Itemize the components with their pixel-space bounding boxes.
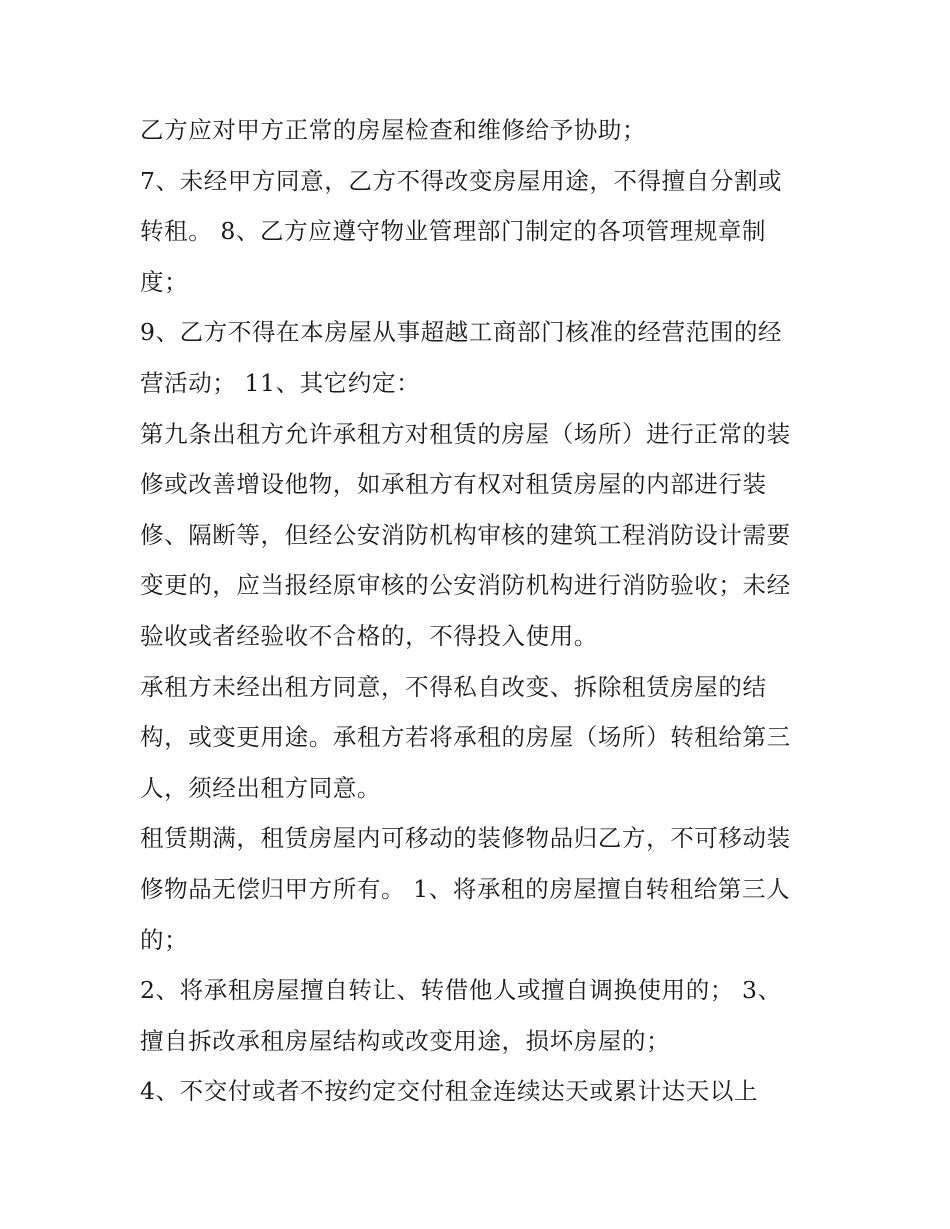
text-line: 乙方应对甲方正常的房屋检查和维修给予协助； xyxy=(140,116,647,144)
text-line: 9、乙方不得在本房屋从事超越工商部门核准的经营范围的经 xyxy=(140,318,783,347)
text-line: 构，或变更用途。承租方若将承租的房屋（场所）转租给第三 xyxy=(140,723,791,752)
text-line: 度； xyxy=(140,267,189,296)
text-line: 验收或者经验收不合格的，不得投入使用。 xyxy=(140,621,598,650)
text-line: 4、不交付或者不按约定交付租金连续达天或累计达天以上 xyxy=(140,1077,759,1106)
text-line: 擅自拆改承租房屋结构或改变用途，损坏房屋的； xyxy=(140,1026,671,1055)
document-body xyxy=(140,105,820,1117)
text-line: 承租方未经出租方同意，不得私自改变、拆除租赁房屋的结 xyxy=(140,672,767,701)
text-line: 转租。 8、乙方应遵守物业管理部门制定的各项管理规章制 xyxy=(140,217,767,246)
text-line: 修、隔断等，但经公安消防机构审核的建筑工程消防设计需要 xyxy=(140,520,791,549)
text-line: 变更的，应当报经原审核的公安消防机构进行消防验收；未经 xyxy=(140,571,791,600)
text-line: 7、未经甲方同意，乙方不得改变房屋用途，不得擅自分割或 xyxy=(140,166,783,195)
text-line: 2、将承租房屋擅自转让、转借他人或擅自调换使用的； 3、 xyxy=(140,976,782,1005)
text-line: 第九条出租方允许承租方对租赁的房屋（场所）进行正常的装 xyxy=(140,419,791,448)
text-line: 修或改善增设他物，如承租方有权对租赁房屋的内部进行装 xyxy=(140,470,767,499)
text-line: 租赁期满，租赁房屋内可移动的装修物品归乙方，不可移动装 xyxy=(140,824,791,853)
text-line: 营活动； 11、其它约定： xyxy=(140,368,421,397)
text-line: 修物品无偿归甲方所有。 1、将承租的房屋擅自转租给第三人 xyxy=(140,874,791,903)
text-line: 人，须经出租方同意。 xyxy=(140,773,381,802)
text-line: 的； xyxy=(140,925,189,954)
